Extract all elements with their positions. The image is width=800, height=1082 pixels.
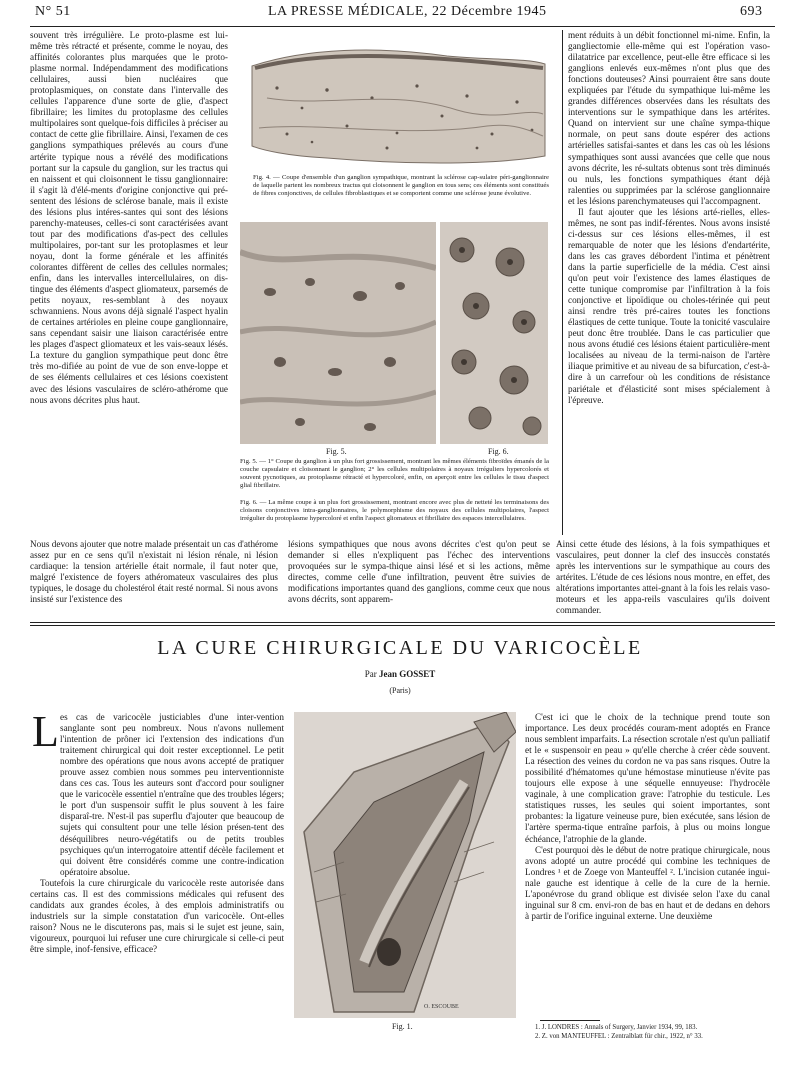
top-col3-paragraph-1: ment réduits à un débit fonctionnel mi-nime. Enfin, la gangliectomie elle-même qui est l'opération vaso-dilatatrice par excellence, peut-elle être efficace si les ganglions enlevés eux-mêmes n'ont plus que des fonctions douteuses? Ainsi pourraient être sans doute expliquées par l'étude du sympathique lui-même les grandes différences observées dans les résultats des interventions sur le sympathique dans les artérites. Quand on intervient sur une chaîne sympa-thique normale, on peut sans doute espérer des actions artérielles satisfai-santes et dans les cas où les lésions sympathiques sont aussi avancées que celle que nous avons décrite, les ré-sultats obtenus sont très diminués ou nuls, les fonctions sympathiques étant déjà ralenties ou supprimées par la sclérose ganglionnaire et les lésions parenchymateuses qui l'accompagnent. — [568, 30, 770, 206]
top-col1-bottom-paragraph: Nous devons ajouter que notre malade présentait un cas d'athérome assez pur en ce sens qu'il n'existait ni lésion rénale, ni lésion cardiaque: la tension artérielle était normale, il faut noter que, malgré l'existence de foyers athéromateux vasculaires des plus typiques, le dosage du cholestérol était resté normal. Si nous avons insisté sur l'existence des — [30, 539, 278, 605]
footnote-1: 1. J. LONDRES : Annals of Surgery, Janvier 1934, 99, 183. — [535, 1024, 698, 1031]
article-left-column — [30, 707, 284, 1018]
article-right-paragraph-2: C'est pourquoi dès le début de notre pratique chirurgicale, nous avons adopté un autre procédé qui combine les techniques de Londres ¹ et de Zoege von Manteuffel ². L'incision cutanée ingui-nale gauche est identique à celle de la cure de la hernie. L'aponévrose du grand oblique est divisée selon l'axe du canal inguinal sur 8 cm. envi-ron de bas en haut et de dedans en dehors à partir de l'orifice inguinal externe. Une deuxième — [525, 844, 770, 921]
journal-title: LA PRESSE MÉDICALE, 22 Décembre 1945 — [268, 4, 547, 19]
footnote-rule — [540, 1020, 600, 1021]
author-location: (Paris) — [389, 686, 411, 695]
author-name: Jean GOSSET — [378, 669, 436, 679]
top-article-col2-bottom — [288, 539, 550, 615]
footnote-2: 2. Z. von MANTEUFFEL : Zentralblatt für chir., 1922, n° 33. — [535, 1033, 703, 1040]
article-left-paragraph-1: es cas de varicocèle justiciables d'une inter-vention sanglante sont peu nombreux. Nous n'avons nullement l'intention de prôner ici l'extension des indications d'un traitement chirurgical qui doit rester exceptionnel. Le petit nombre des opérations que nous avons accepté de pratiquer prouve assez combien nous sommes peu interventionniste dans ces cas. Tous les auteurs sont d'accord pour souligner que le varicocèle essentiel n'entraîne que des troubles légers; le port d'un suspensoir suffit le plus souvent à les faire disparaî-tre. N'est-il pas superflu d'ajouter que beaucoup de sujets qui consultent pour une telle lésion présen-tent des déséquilibres neuro-végétatifs ou de petits troubles psychiques qu'un interrogatoire attentif décèle facilement et qui doivent être considérés comme une contre-indication opératoire absolue. — [60, 712, 284, 877]
surgical-figure-signature: O. ESCOUBE — [424, 1004, 459, 1010]
article-title: LA CURE CHIRURGICALE DU VARICOCÈLE — [157, 637, 643, 659]
figure-4-svg — [247, 38, 549, 170]
issue-number: N° 51 — [35, 4, 71, 19]
top-article-col1 — [30, 30, 228, 538]
figure-5-caption: Fig. 5. — 1° Coupe du ganglion à un plus fort grossissement, montrant les mêmes éléments fibroïdes émanés de la couche capsulaire et cloisonnant le ganglion; 2° les cellules multipolaires à noyaux irréguliers hypercolorés et souvent pycnotiques, au protoplasme rétracté et hypercoloré, enfin, on aperçoit entre les cellules le tissu d'aspect glial fibrillaire. — [240, 458, 549, 489]
header-rule — [30, 26, 775, 27]
figure-5-svg — [240, 222, 436, 444]
article-left-paragraph-2: Toutefois la cure chirurgicale du varicocèle reste autorisée dans certains cas. Il est des commissions médicales qui refusent des candidats aux grandes écoles, à des emplois administratifs ou industriels sur la simple constatation d'un varicocèle. Ont-elles raison? Nous ne le discuterons pas, mais si le sujet est jeune, sain, vigoureux, pourquoi lui refuser une cure chirurgicale si celle-ci peut être simple, inof-fensive, efficace? — [30, 877, 284, 954]
top-article-col1-bottom — [30, 539, 278, 615]
drop-cap: L — [32, 707, 59, 756]
article-right-paragraph-1: C'est ici que le choix de la technique prend toute son importance. Les deux procédés couram-ment adoptés en France nous semblent imparfaits. La résection scrotale n'est qu'un palliatif et le « suspensoir en peau » qu'elle cherche à créer cède souvent. La résection des veines du cordon ne va pas sans risques. Outre la possibilité d'hématomes qu'une hémostase minutieuse n'évite pas toujours elle expose à une séquelle ennuyeuse: l'hydrocèle vaginale, à une complication grave: l'atrophie du testicule. Les statistiques russes, les seules qui soient importantes, sont probantes: la ligature veineuse pure, bien exécutée, sans lésion de l'artère sperma-tique entraîne parfois, à plus ou moins longue échéance, l'atrophie de la glande. — [525, 712, 770, 844]
top-col3-paragraph-2: Il faut ajouter que les lésions arté-rielles, elles-mêmes, ne sont pas indif-férentes. Nous avons insisté ci-dessus sur ces lésions elles-mêmes, il est remarquable de noter que les lésions d'endartérite, dans les cas graves débordent l'intima et pénètrent dans la partie superficielle de la média. C'est ainsi qu'on peut voir l'existence des lames élastiques de cette tunique compromise par l'infiltration à la fois conjonctive et lipoïdique ou choles-térinée qui peut ainsi rendre très pré-caires toutes les fonctions élastiques de cette tunique. Toute la tonicité vasculaire peut donc être troublée. Dans le cas particulier que nous avons étudié ces lésions étaient particulière-ment localisées au niveau de la termi-naison de l'artère iliaque primitive et au niveau de sa bifurcation, c'est-à-dire à un carrefour où les conditions de résistance pariétale et d'élasticité sont mises spécialement à l'épreuve. — [568, 206, 770, 405]
top-col2-bottom-paragraph: lésions sympathiques que nous avons décrites c'est qu'on peut se demander si elles n'expliquent pas l'échec des interventions provoquées sur le sympa-thique ainsi lésé et si les actions, même directes, comme celle d'une infiltration, peuvent être suivies de modifications importantes quand des ganglions, comme ceux que nous avons décrits, sont apparem- — [288, 539, 550, 605]
article-byline — [0, 669, 800, 679]
article-separator-1 — [30, 622, 775, 623]
figure-6-svg — [440, 222, 548, 444]
figure-6-caption: Fig. 6. — La même coupe à un plus fort grossissement, montrant encore avec plus de netteté les terminaisons des cloisons conjonctives intra-ganglionnaires, le polymorphisme des noyaux des cellules multipolaires, l'aspect irrégulier du protoplasme hypercoloré et enfin l'aspect gliomateux et fibrillaire des espaces intercellulaires. — [240, 499, 549, 522]
top-col3-bottom-paragraph: Ainsi cette étude des lésions, à la fois sympathiques et vasculaires, peut donner la clef des insuccès constatés après les interventions sur le sympathique au cours des artérites. L'étude de ces lésions nous montre, en effet, des altérations importantes attei-gnant à la fois les relais vaso-moteurs et les appa-reils vasculaires qu'ils doivent commander. — [556, 539, 770, 615]
byline-prefix: Par — [364, 669, 377, 679]
figure-6-image — [440, 222, 548, 444]
top-article-col3 — [568, 30, 770, 538]
page-number: 693 — [740, 4, 763, 19]
surgical-figure-label: Fig. 1. — [392, 1022, 413, 1031]
article-right-column — [525, 712, 770, 1018]
surgical-figure-svg — [294, 712, 516, 1018]
article-separator-2 — [30, 625, 775, 626]
column-rule-top — [562, 30, 563, 535]
figure-6-label: Fig. 6. — [488, 447, 509, 456]
surgical-figure-image — [294, 712, 516, 1018]
figure-5-image — [240, 222, 436, 444]
top-col1-paragraph: souvent très irrégulière. Le proto-plasme est lui-même très rétracté et présente, comme le noyau, des affinités colorantes plus marquées que le proto-plasme normal. Indépendamment des modifications cellulaires, aussi bien nucléaires que protoplasmiques, on constate dans l'intervalle des cellules l'apparence d'une sorte de glie, d'aspect fibrillaire; les limites du protoplasme des cellules multipolaires sont quelque-fois difficiles à préciser au contact de cette glie fibrillaire. Ainsi, l'examen de ces ganglions sympathiques prélevés au cours d'une artérite typique nous a révélé des modifications portant sur la capsule du ganglion, sur les tractus qui en naissent et qui cloisonnent le tissu ganglionnaire: il s'agit là d'élé-ments d'origine conjonctive qui pré-sentent des lésions de sclérose banale, mais il existe des lésions plus intéres-santes qui sont des lésions parenchy-mateuses, celles-ci sont caractérisées avant tout par des modifications d'as-pect des cellules multipolaires, por-tant sur les protoplasmes et leur noyau, dont la forme générale et les affinités colorantes diffèrent de celles des cellules normales; enfin, dans les intervalles intercellulaires, on dis-tingue des éléments d'aspect gliomateux, parsemés de petits noyaux, res-semblant à des noyaux schwanniens. Nous avons déjà signalé l'aspect hyalin de certaines artérioles en pleine coupe ganglionnaire, sans cependant saisir une liaison caractérisée entre les plages d'aspect gliomateux et les vais-seaux lésés. La texture du ganglion sympathique peut donc être très mo-difiée au point de vue de son enve-loppe et de ses éléments cellulaires et ces lésions coexistent avec des lésions vasculaires de scléro-athérome que nous avons décrites plus haut. — [30, 30, 228, 405]
figure-4-caption: Fig. 4. — Coupe d'ensemble d'un ganglion sympathique, montrant la sclérose cap-sulaire péri-ganglionnaire de laquelle partent les nombreux tractus qui cloisonnent le ganglion en tous sens; ces éléments sont constitués de fibres conjonctives, de cellules fibroblastiques et se comportent comme une sclérose jeune évolutive. — [253, 174, 549, 197]
top-article-col3-bottom — [556, 539, 770, 615]
figure-4-image — [247, 38, 549, 170]
figure-5-label: Fig. 5. — [326, 447, 347, 456]
